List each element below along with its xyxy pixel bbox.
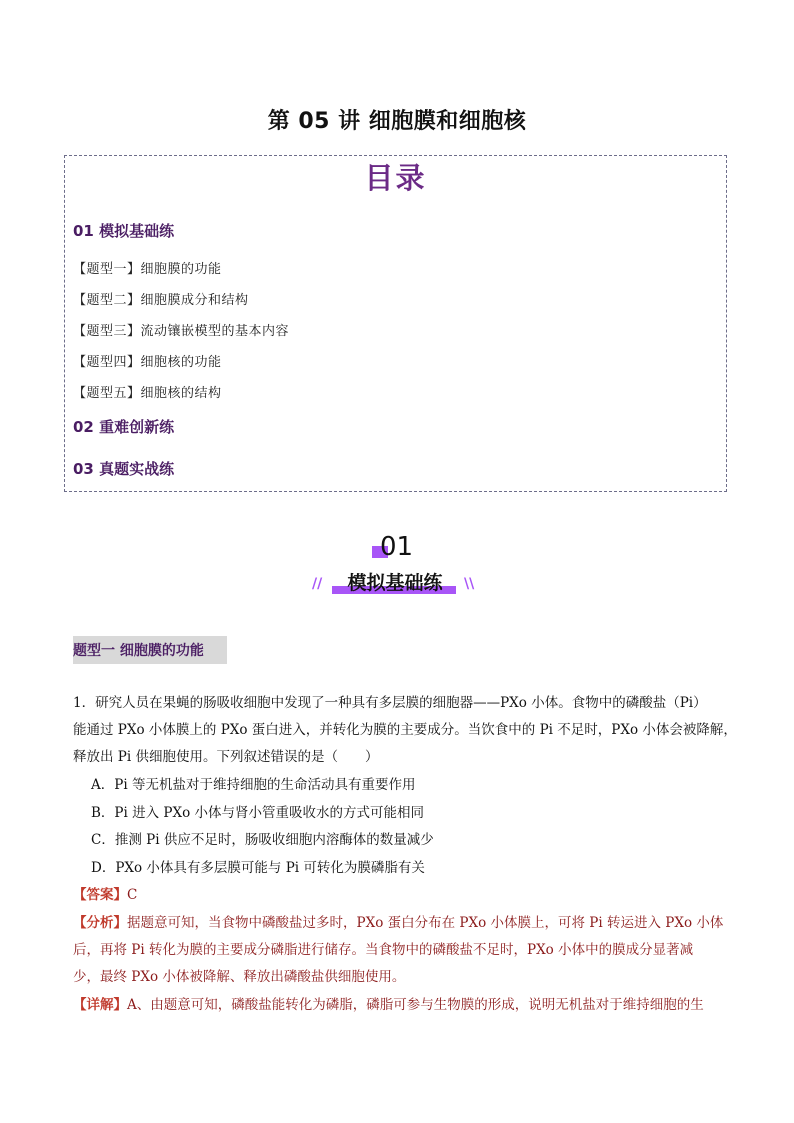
option-c: C．推测 Pi 供应不足时，肠吸收细胞内溶酶体的数量减少 (91, 832, 434, 848)
option-a: A．Pi 等无机盐对于维持细胞的生命活动具有重要作用 (91, 777, 416, 793)
answer-value: C (127, 887, 138, 903)
option-b: B．Pi 进入 PXo 小体与肾小管重吸收水的方式可能相同 (91, 805, 425, 821)
topic-heading-bar (73, 636, 227, 664)
section-banner (310, 532, 480, 602)
slash-left-icon: // (312, 576, 323, 592)
detail-line-1 (73, 992, 733, 1019)
topic-heading: 题型一 细胞膜的功能 (73, 643, 204, 659)
toc-item-3[interactable]: 【题型三】流动镶嵌模型的基本内容 (73, 324, 290, 339)
toc-section-1[interactable]: 01 模拟基础练 (73, 222, 175, 240)
analysis-line-3: 少，最终 PXo 小体被降解、释放出磷酸盐供细胞使用。 (73, 969, 406, 985)
question-line-1: 1．研究人员在果蝇的肠吸收细胞中发现了一种具有多层膜的细胞器——PXo 小体。食物中的磷酸盐（Pi） (73, 695, 707, 711)
toc-item-4[interactable]: 【题型四】细胞核的功能 (73, 355, 222, 370)
analysis-text-1: 据题意可知，当食物中磷酸盐过多时，PXo 蛋白分布在 PXo 小体膜上，可将 Pi 转运进入 PXo 小体 (127, 915, 724, 931)
section-number: 01 (380, 532, 414, 562)
question-line-2: 能通过 PXo 小体膜上的 PXo 蛋白进入，并转化为膜的主要成分。当饮食中的 Pi 不足时，PXo 小体会被降解， (73, 722, 737, 738)
section-title: 模拟基础练 (347, 572, 443, 594)
answer-label: 【答案】 (73, 887, 127, 903)
answer-line (73, 882, 733, 909)
analysis-line-1 (73, 910, 733, 937)
toc-section-2[interactable]: 02 重难创新练 (73, 418, 175, 436)
analysis-line-2: 后，再将 Pi 转化为膜的主要成分磷脂进行储存。当食物中的磷酸盐不足时，PXo 小体中的膜成分显著减 (73, 942, 694, 958)
toc-item-1[interactable]: 【题型一】细胞膜的功能 (73, 262, 222, 277)
slash-right-icon: \\ (464, 576, 475, 592)
toc-item-5[interactable]: 【题型五】细胞核的结构 (73, 386, 222, 401)
toc-item-2[interactable]: 【题型二】细胞膜成分和结构 (73, 293, 249, 308)
analysis-label: 【分析】 (73, 915, 127, 931)
detail-text-1: A、由题意可知，磷酸盐能转化为磷脂，磷脂可参与生物膜的形成，说明无机盐对于维持细胞的生 (127, 997, 704, 1013)
page-title: 第 05 讲 细胞膜和细胞核 (267, 109, 527, 134)
toc-section-3[interactable]: 03 真题实战练 (73, 460, 175, 478)
option-d: D．PXo 小体具有多层膜可能与 Pi 可转化为膜磷脂有关 (91, 860, 425, 876)
table-of-contents (64, 155, 727, 492)
toc-heading: 目录 (364, 161, 427, 195)
question-line-3: 释放出 Pi 供细胞使用。下列叙述错误的是（ ） (73, 749, 379, 765)
detail-label: 【详解】 (73, 997, 127, 1013)
